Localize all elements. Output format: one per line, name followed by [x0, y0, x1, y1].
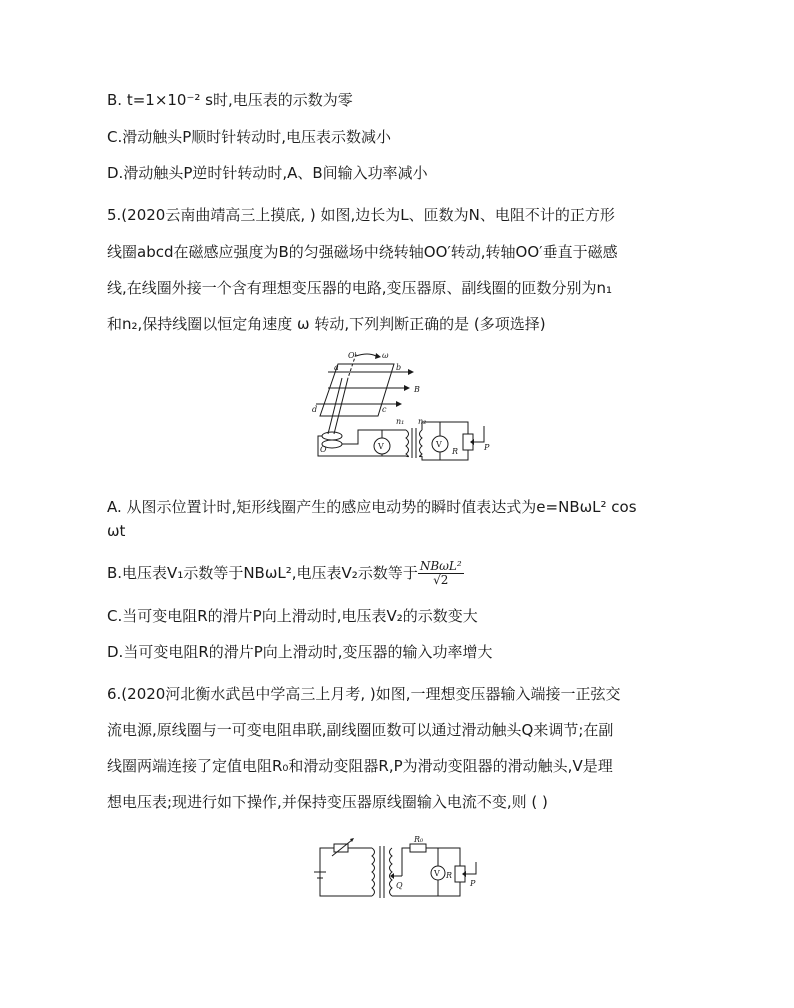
label-c: c — [382, 405, 387, 414]
label-r0: R₀ — [414, 836, 424, 844]
label-o-prime: O' — [348, 351, 357, 360]
q4-option-d: D.滑动触头P逆时针转动时,A、B间输入功率减小 — [107, 164, 428, 182]
label-B: B — [414, 385, 420, 394]
q5-stem-line-2: 线圈abcd在磁感应强度为B的匀强磁场中绕转轴OO′转动,转轴OO′垂直于磁感 — [107, 243, 618, 261]
label-v2: V — [436, 440, 442, 449]
label-r: R — [446, 871, 453, 880]
label-omega: ω — [382, 351, 389, 360]
q5-option-a-line-2: ωt — [107, 522, 126, 540]
q5-option-b-text: B.电压表V₁示数等于NBωL²,电压表V₂示数等于 — [107, 564, 418, 582]
q5-option-d: D.当可变电阻R的滑片P向上滑动时,变压器的输入功率增大 — [107, 643, 493, 661]
q5-option-c: C.当可变电阻R的滑片P向上滑动时,电压表V₂的示数变大 — [107, 607, 478, 625]
q5-option-b-fraction: $\frac{\text{NBωL²}}{√2}$ — [419, 559, 462, 587]
label-p: P — [470, 879, 476, 888]
label-O: O — [320, 445, 327, 454]
q6-stem-line-1: 6.(2020河北衡水武邑中学高三上月考, )如图,一理想变压器输入端接一正弦交 — [107, 685, 621, 703]
q4-option-c: C.滑动触头P顺时针转动时,电压表示数减小 — [107, 128, 392, 146]
label-v1: V — [378, 442, 384, 451]
q5-stem-line-4: 和n₂,保持线圈以恒定角速度 ω 转动,下列判断正确的是 (多项选择) — [107, 315, 546, 333]
label-a: a — [334, 363, 339, 372]
label-n1: n₁ — [396, 417, 405, 426]
q5-circuit-figure — [298, 350, 498, 472]
q5-stem-line-1: 5.(2020云南曲靖高三上摸底, ) 如图,边长为L、匝数为N、电阻不计的正方形 — [107, 206, 615, 224]
label-d: d — [312, 405, 318, 414]
q6-circuit-figure — [310, 836, 490, 906]
q5-stem-line-3: 线,在线圈外接一个含有理想变压器的电路,变压器原、副线圈的匝数分别为n₁ — [107, 279, 613, 297]
q6-stem-line-3: 线圈两端连接了定值电阻R₀和滑动变阻器R,P为滑动变阻器的滑动触头,V是理 — [107, 757, 613, 775]
label-P: P — [484, 443, 490, 452]
label-n2: n₂ — [418, 417, 427, 426]
label-b: b — [396, 363, 402, 372]
q6-stem-line-2: 流电源,原线圈与一可变电阻串联,副线圈匝数可以通过滑动触头Q来调节;在副 — [107, 721, 614, 739]
label-R: R — [452, 447, 459, 456]
label-v: V — [434, 869, 440, 878]
q5-option-b — [107, 560, 464, 587]
q5-option-a-line-1: A. 从图示位置计时,矩形线圈产生的感应电动势的瞬时值表达式为e=NBωL² cos — [107, 498, 637, 516]
q6-stem-line-4: 想电压表;现进行如下操作,并保持变压器原线圈输入电流不变,则 ( ) — [107, 793, 548, 811]
q4-option-b: B. t=1×10⁻² s时,电压表的示数为零 — [107, 91, 353, 109]
label-q: Q — [396, 881, 403, 890]
